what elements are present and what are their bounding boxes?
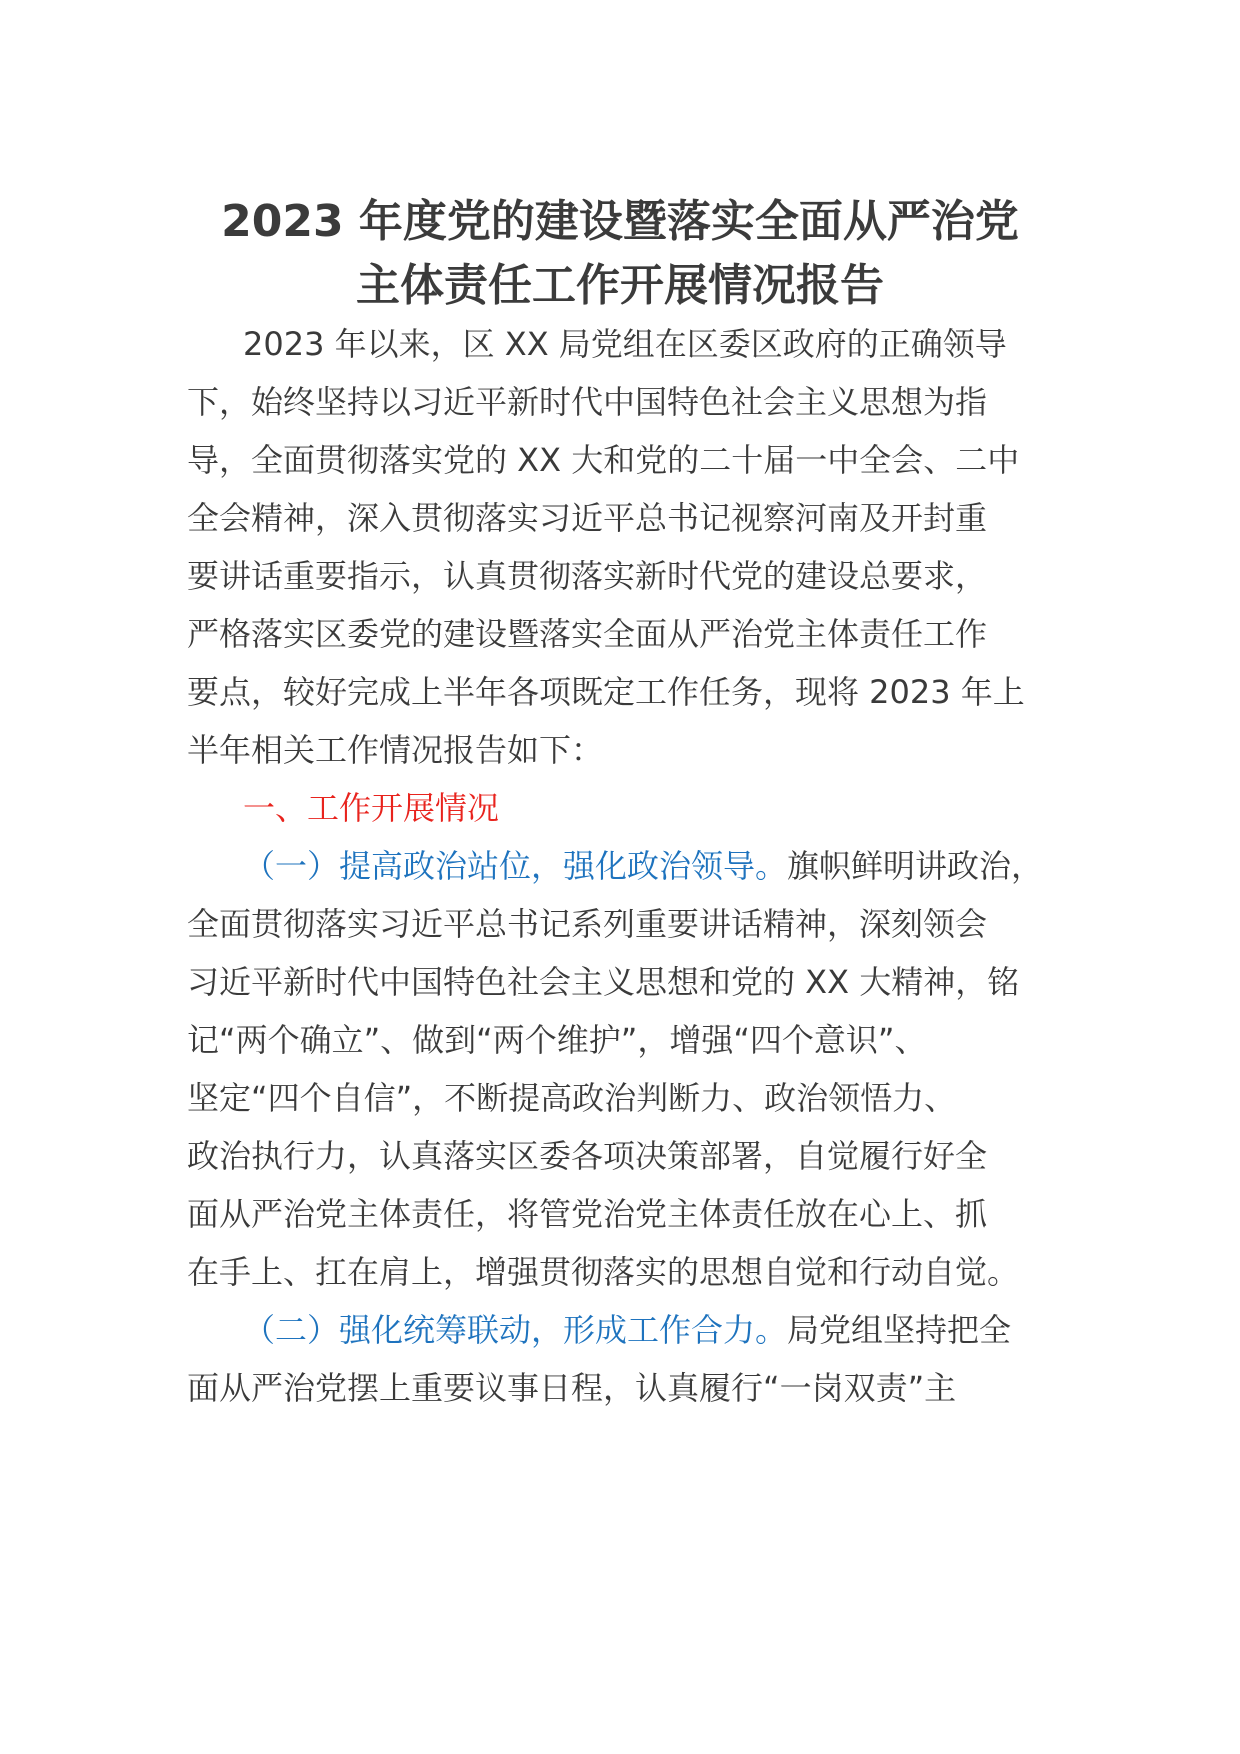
subsection-1-first-line: [243, 844, 1043, 888]
document-title-line-1: 2023 年度党的建设暨落实全面从严治党: [221, 196, 1019, 247]
section-heading: 一、工作开展情况: [243, 789, 500, 827]
subsection-2-text: 局党组坚持把全: [787, 1311, 1012, 1349]
intro-line: 导，全面贯彻落实党的 XX 大和党的二十届一中全会、二中: [187, 441, 1020, 479]
subsection-1-text: 旗帜鲜明讲政治，: [787, 847, 1044, 885]
intro-line: 要点，较好完成上半年各项既定工作任务，现将 2023 年上: [187, 673, 1025, 711]
subsection-2-first-line: [243, 1308, 1011, 1352]
body-line: 面从严治党摆上重要议事日程，认真履行“一岗双责”主: [187, 1369, 957, 1407]
body-line: 坚定“四个自信”，不断提高政治判断力、政治领悟力、: [187, 1079, 957, 1117]
intro-line: 2023 年以来，区 XX 局党组在区委区政府的正确领导: [243, 325, 1007, 363]
body-line: 记“两个确立”、做到“两个维护”，增强“四个意识”、: [187, 1021, 927, 1059]
body-line: 全面贯彻落实习近平总书记系列重要讲话精神，深刻领会: [187, 905, 988, 943]
body-line: 面从严治党主体责任，将管党治党主体责任放在心上、抓: [187, 1195, 988, 1233]
intro-line: 下，始终坚持以习近平新时代中国特色社会主义思想为指: [187, 383, 988, 421]
body-line: 习近平新时代中国特色社会主义思想和党的 XX 大精神，铭: [187, 963, 1020, 1001]
body-line: 政治执行力，认真落实区委各项决策部署，自觉履行好全: [187, 1137, 988, 1175]
subsection-2-heading: （二）强化统筹联动，形成工作合力。: [243, 1311, 788, 1349]
body-line: 在手上、扛在肩上，增强贯彻落实的思想自觉和行动自觉。: [187, 1253, 1020, 1291]
document-title-line-2: 主体责任工作开展情况报告: [356, 260, 884, 311]
intro-line: 半年相关工作情况报告如下：: [187, 731, 604, 769]
intro-line: 严格落实区委党的建设暨落实全面从严治党主体责任工作: [187, 615, 988, 653]
intro-line: 全会精神，深入贯彻落实习近平总书记视察河南及开封重: [187, 499, 988, 537]
intro-line: 要讲话重要指示，认真贯彻落实新时代党的建设总要求，: [187, 557, 988, 595]
subsection-1-heading: （一）提高政治站位，强化政治领导。: [243, 847, 788, 885]
